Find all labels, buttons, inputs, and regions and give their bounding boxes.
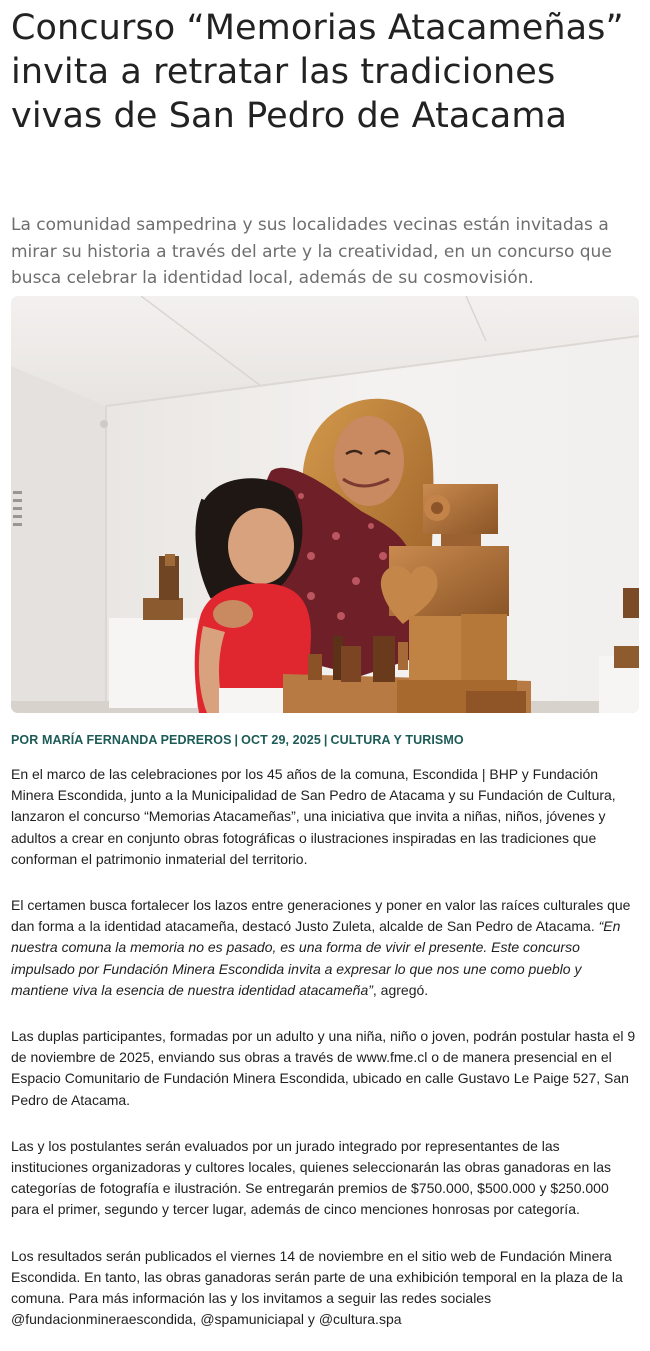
hero-photo (11, 296, 639, 713)
byline-date: OCT 29, 2025 (241, 733, 321, 747)
article-paragraph: Las y los postulantes serán evaluados por un jurado integrado por representantes de las instituciones organizadoras y cultores locales, quienes seleccionarán las obras ganadoras en las categorías de fotografía e ilustración. Se entregarán premios de $750.000, $500.000 y $250.000 para el primer, segundo y tercer lugar, además de cinco menciones honrosas por categoría. (11, 1137, 612, 1218)
article-paragraph: En el marco de las celebraciones por los 45 años de la comuna, Escondida | BHP y Fundación Minera Escondida, junto a la Municipalidad de San Pedro de Atacama y su Fundación de Cultura, lanzaron el concurso “Memorias Atacameñas”, una iniciativa que invita a niñas, niños, jóvenes y adultos a crear en conjunto obras fotográficas o ilustraciones inspiradas en las tradiciones que conforman el patrimonio inmaterial del territorio. (11, 766, 616, 867)
mayor-quote: “En nuestra comuna la memoria no es pasado, es una forma de vivir el presente. Este concurso impulsado por Fundación Minera Escondida invita a expresar lo que nos une como pueblo y mantiene viva la esencia de nuestra identidad atacameña” (11, 918, 621, 998)
byline-separator: | (234, 733, 239, 747)
article (11, 0, 639, 1328)
article-headline: Concurso “Memorias Atacameñas” invita a retratar las tradiciones vivas de San Pedro de Atacama (11, 8, 624, 136)
article-paragraph (11, 895, 639, 1001)
article-body (11, 764, 639, 1330)
article-lead: La comunidad sampedrina y sus localidades vecinas están invitadas a mirar su historia a través del arte y la creatividad, en un concurso que busca celebrar la identidad local, además de su cosmovisión. (11, 215, 612, 288)
paragraph-tail: , agregó. (372, 981, 429, 998)
byline-separator: | (323, 733, 328, 747)
article-paragraph: Las duplas participantes, formadas por un adulto y una niña, niño o joven, podrán postular hasta el 9 de noviembre de 2025, enviando sus obras a través de www.fme.cl o de manera presencial en el Espacio Comunitario de Fundación Minera Escondida, ubicado en calle Gustavo Le Paige 527, San Pedro de Atacama. (11, 1028, 636, 1108)
article-byline (11, 733, 464, 747)
byline-author[interactable]: POR MARÍA FERNANDA PEDREROS (11, 733, 232, 747)
article-paragraph: Los resultados serán publicados el viernes 14 de noviembre en el sitio web de Fundación Minera Escondida. En tanto, las obras ganadoras serán parte de una exhibición temporal en la plaza de la comuna. Para más información las y los invitamos a seguir las redes sociales @fundacionmineraescondida, @spamuniciapal y @cultura.spa (11, 1247, 623, 1328)
paragraph-text: El certamen busca fortalecer los lazos entre generaciones y poner en valor las raíces culturales que dan forma a la identidad atacameña, destacó Justo Zuleta, alcalde de San Pedro de Atacama. (11, 897, 631, 935)
byline-category[interactable]: CULTURA Y TURISMO (330, 733, 464, 747)
